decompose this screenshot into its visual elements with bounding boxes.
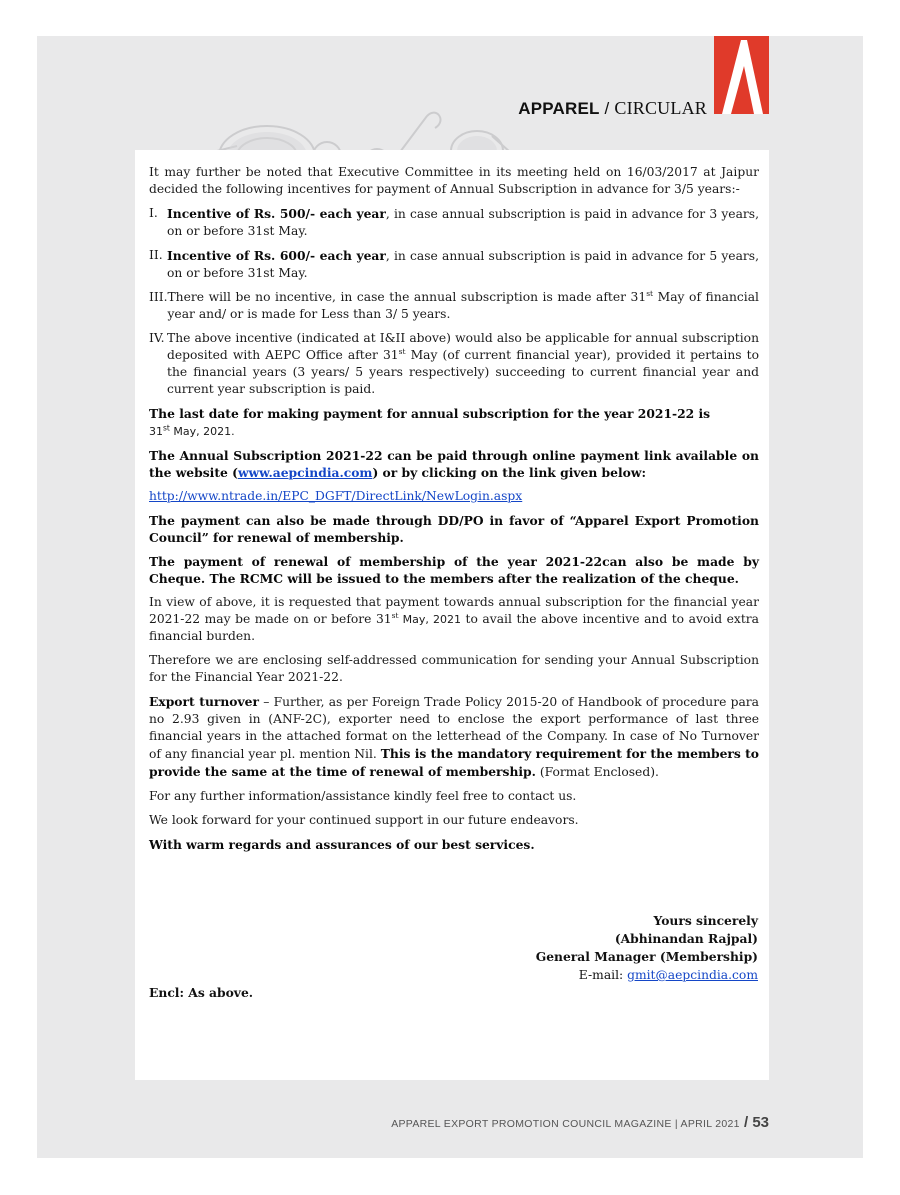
look-forward-paragraph: We look forward for your continued support in our future endeavors. [149, 813, 579, 827]
last-date-paragraph [149, 405, 759, 440]
incentive-item-4 [149, 330, 759, 398]
item-text: The above incentive (indicated at I&II above) would also be applicable for annual subscription deposited with AEPC Office after 31 [167, 331, 759, 362]
item-number: I. [149, 206, 158, 220]
signature-block [536, 912, 758, 984]
page-number: 53 [752, 1114, 769, 1131]
footer-separator: / [739, 1114, 753, 1131]
item-text-tail: May of financial year and/ or is made for Less than 3/ 5 years. [167, 290, 759, 321]
payment-link[interactable]: http://www.ntrade.in/EPC_DGFT/DirectLink/NewLogin.aspx [149, 489, 523, 503]
item-text: , in case annual subscription is paid in advance for 5 years, on or before 31st May. [167, 249, 760, 280]
magazine-logo [714, 36, 769, 114]
signatory-name: (Abhinandan Rajpal) [614, 931, 758, 946]
incentive-item-3 [149, 289, 759, 323]
incentive-item-1 [149, 205, 759, 240]
circular-body [149, 164, 759, 860]
export-turnover-label: Export turnover [149, 694, 259, 709]
signatory-title: General Manager (Membership) [535, 949, 758, 964]
item-number: III. [149, 290, 168, 304]
last-date-text: The last date for making payment for annual subscription for the year 2021-22 is [149, 406, 711, 421]
last-date-value: 31st May, 2021. [149, 423, 235, 438]
regards-paragraph: With warm regards and assurances of our best services. [149, 837, 535, 852]
cheque-paragraph: The payment of renewal of membership of the year 2021-22can also be made by Cheque. The RCMC will be issued to the members after the realization of the cheque. [149, 554, 759, 586]
item-number: II. [149, 248, 163, 262]
section-type: CIRCULAR [614, 98, 707, 118]
enclosure-note: Encl: As above. [149, 985, 254, 1000]
online-payment-paragraph: The Annual Subscription 2021-22 can be paid through online payment link available on the website (www.aepcindia.com) or by clicking on the link given below: [149, 448, 759, 480]
item-text: , in case annual subscription is paid in advance for 3 years, on or before 31st May. [167, 207, 760, 238]
intro-paragraph: It may further be noted that Executive Committee in its meeting held on 16/03/2017 at Jaipur decided the following incentives for payment of Annual Subscription in advance for 3/5 years:- [149, 165, 759, 196]
signatory-email: E-mail: gmit@aepcindia.com [578, 968, 758, 982]
item-highlight: Incentive of Rs. 600/- each year [167, 248, 386, 263]
item-superscript: st [398, 346, 406, 356]
item-number: IV. [149, 331, 165, 345]
item-superscript: st [646, 288, 654, 298]
payment-link-line [149, 488, 759, 505]
item-text-tail: May (of current financial year), provided it pertains to the financial years (3 years/ 5 years respectively) succeeding to current financial year and current year subscription is paid. [167, 348, 759, 396]
enclosing-paragraph: Therefore we are enclosing self-addressed communication for sending your Annual Subscription for the Financial Year 2021-22. [149, 653, 759, 684]
further-info-paragraph: For any further information/assistance kindly feel free to contact us. [149, 789, 577, 803]
incentive-item-2 [149, 247, 759, 282]
section-header [518, 98, 707, 119]
email-link[interactable]: gmit@aepcindia.com [627, 968, 758, 982]
section-separator: / [599, 99, 615, 118]
website-link[interactable]: www.aepcindia.com [237, 465, 373, 480]
item-text: There will be no incentive, in case the annual subscription is made after 31 [167, 290, 647, 304]
closing: Yours sincerely [653, 913, 758, 928]
section-name: APPAREL [518, 99, 600, 118]
footer-text: APPAREL EXPORT PROMOTION COUNCIL MAGAZINE | APRIL 2021 [391, 1118, 740, 1130]
export-turnover-paragraph: Export turnover – Further, as per Foreign Trade Policy 2015-20 of Handbook of procedure para no 2.93 given in (ANF-2C), exporter need to enclose the export performance of last three financial years in the attached format on the letterhead of the Company. In case of No Turnover of any financial year pl. mention Nil. This is the mandatory requirement for the members to provide the same at the time of renewal of membership. (Format Enclosed). [149, 694, 759, 779]
request-paragraph: In view of above, it is requested that payment towards annual subscription for the financial year 2021-22 may be made on or before 31st May, 2021 to avail the above incentive and to avoid extra financial burden. [149, 595, 760, 643]
dd-po-paragraph: The payment can also be made through DD/PO in favor of “Apparel Export Promotion Council” for renewal of membership. [149, 513, 759, 545]
item-highlight: Incentive of Rs. 500/- each year [167, 206, 386, 221]
page-footer [391, 1114, 769, 1132]
